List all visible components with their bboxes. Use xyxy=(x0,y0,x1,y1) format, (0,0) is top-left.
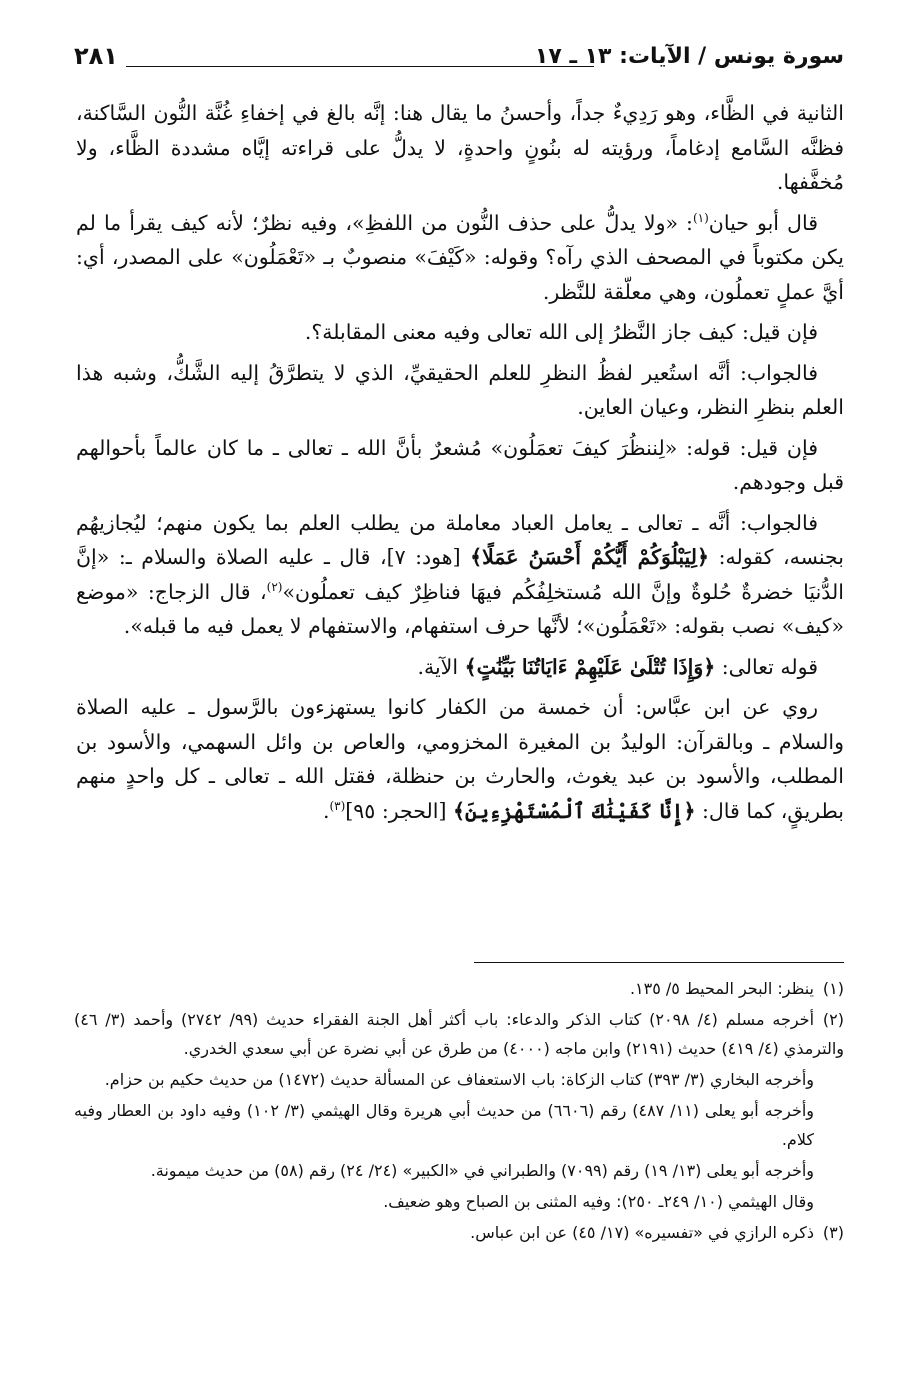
paragraph-text: الآية. xyxy=(417,654,465,679)
paragraph-text: فالجواب: أنَّه ـ تعالى ـ يعامل العباد معاملة من يطلب العلم بما يكون منهم؛ ليُجازيهُم بجنسه، كقوله: xyxy=(76,510,845,569)
paragraph xyxy=(76,650,844,685)
paragraph-text: قوله تعالى: xyxy=(715,654,818,679)
footnote-3 xyxy=(74,1218,844,1247)
footnote-text: أخرجه مسلم (٤/ ٢٠٩٨) كتاب الذكر والدعاء: باب أكثر أهل الجنة الفقراء حديث (٩٩/ ٢٧٤٢) وأحمد (٣/ ٤٦) والترمذي (٤/ ٤١٩) حديث (٢١٩١) وابن ماجه (٤٠٠٠) من طرق عن أبي نضرة عن أبي سعدي الخدري. xyxy=(74,1010,844,1058)
paragraph-text: : «ولا يدلُّ على حذف النُّون من اللفظِ»، وفيه نظرٌ؛ لأنه كيف يقرأ ما لم يكن مكتوباً في المصحف الذي رآه؟ وقوله: «كَيْفَ» منصوبٌ بـ «تَعْمَلُون» على المصدر، أي: أيَّ عملٍ تعملُون، وهي معلّقة للنَّظر. xyxy=(76,210,844,304)
paragraph-text: روي عن ابن عبَّاس: أن خمسة من الكفار كانوا يستهزءون بالرَّسول ـ عليه الصلاة والسلام ـ وبالقرآن: الوليدُ بن المغيرة المخزومي، والعاص بن وائل السهمي، والأسود بن المطلب، والأسود بن عبد يغوث، والحارث بن حنظلة، فقتل الله ـ تعالى ـ كل واحدٍ منهم بطريقٍ، كما قال: xyxy=(76,695,844,823)
footnote-ref[interactable]: (٣) xyxy=(329,798,346,813)
paragraph-text: فإن قيل: قوله: «لِننظُرَ كيفَ تعمَلُون» مُشعرٌ بأنَّ الله ـ تعالى ـ ما كان عالماً بأحوالهم قبل وجودهم. xyxy=(76,435,844,494)
footnote-1 xyxy=(74,974,844,1003)
footnote-2-continuation: وقال الهيثمي (١٠/ ٢٤٩ـ ٢٥٠): وفيه المثنى بن الصباح وهو ضعيف. xyxy=(383,1192,814,1211)
paragraph-text: الثانية في الظَّاء، وهو رَدِيءٌ جداً، وأحسنُ ما يقال هنا: إنَّه بالغ في إخفاءِ غُنَّة النُّون السَّاكنة، فظنَّه السَّامع إدغاماً، ورؤيته له بنُونٍ واحدةٍ، لا يدلُّ على قراءته إيَّاه مشددة الظَّاء، ولا مُخفَّفها. xyxy=(76,101,844,194)
header-rule xyxy=(126,66,594,67)
page-header xyxy=(74,38,844,78)
footnote-2-continuation: وأخرجه أبو يعلى (١٣/ ١٩) رقم (٧٠٩٩) والطبراني في «الكبير» (٢٤/ ٢٤) رقم (٥٨) من حديث ميمونة. xyxy=(150,1161,814,1180)
paragraph-text: ، قال الزجاج: «موضع «كيف» نصب بقوله: «تَعْمَلُون»؛ لأنَّها حرف استفهام، والاستفهام لا يعمل فيه ما قبله». xyxy=(76,579,844,638)
footnote-2-continuation: وأخرجه أبو يعلى (١١/ ٤٨٧) رقم (٦٦٠٦) من حديث أبي هريرة وقال الهيثمي (٣/ ١٠٢) وفيه داود بن العطار وفيه كلام. xyxy=(74,1101,815,1149)
paragraph xyxy=(76,206,844,310)
footnote-ref[interactable]: (١) xyxy=(692,210,709,225)
paragraph xyxy=(76,506,844,644)
paragraph xyxy=(76,315,844,350)
footnote-text: ذكره الرازي في «تفسيره» (١٧/ ٤٥) عن ابن عباس. xyxy=(470,1223,814,1242)
footnote-number: (٣) xyxy=(822,1223,844,1242)
paragraph xyxy=(76,356,844,425)
paragraph-text: [الحجر: ٩٥] xyxy=(345,798,453,823)
paragraph-text: . xyxy=(322,798,330,823)
quran-verse: ﴿لِيَبْلُوَكُمْ أَيُّكُمْ أَحْسَنُ عَمَلًا﴾ xyxy=(470,545,710,569)
footnote-2-continuation: وأخرجه البخاري (٣/ ٣٩٣) كتاب الزكاة: باب الاستعفاف عن المسألة حديث (١٤٧٢) من حديث حكيم بن حزام. xyxy=(104,1070,814,1089)
main-text xyxy=(76,96,844,834)
footnote-number: (٢) xyxy=(822,1010,845,1029)
paragraph xyxy=(76,96,844,200)
page-number: ٢٨١ xyxy=(74,42,118,70)
paragraph xyxy=(76,690,844,828)
paragraph xyxy=(76,431,844,500)
paragraph-text: فالجواب: أنَّه استُعير لفظُ النظرِ للعلم الحقيقيِّ، الذي لا يتطرَّقُ إليه الشَّكُّ، وشبه هذا العلم بنظرِ النظر، وعيان العاين. xyxy=(76,360,844,419)
footnote-number: (١) xyxy=(822,979,844,998)
footnotes xyxy=(74,974,844,1249)
paragraph-text: فإن قيل: كيف جاز النَّظرُ إلى الله تعالى وفيه معنى المقابلة؟. xyxy=(304,320,818,344)
footnote-separator xyxy=(474,962,844,963)
footnote-2 xyxy=(74,1005,844,1063)
running-title: سورة يونس / الآيات: ١٣ ـ ١٧ xyxy=(534,44,844,69)
quran-verse: ﴿إِنَّا كَفَيْنَٰكَ ٱلْمُسْتَهْزِءِينَ﴾ xyxy=(452,798,696,823)
footnote-ref[interactable]: (٢) xyxy=(266,579,283,594)
footnote-text: ينظر: البحر المحيط ٥/ ١٣٥. xyxy=(629,979,814,998)
quran-verse: ﴿وَإِذَا تُتْلَىٰ عَلَيْهِمْ ءَايَاتُنَا بَيِّنَٰتٍ﴾ xyxy=(464,654,716,679)
paragraph-text: قال أبو حيان xyxy=(708,210,818,235)
paragraph-text: [هود: ٧]، قال ـ عليه الصلاة والسلام ـ: «إنَّ الدُّنيَا خضرةٌ حُلوةٌ وإنَّ الله مُستخلِفُكُم فيهَا فناظِرٌ كيف تعملُون» xyxy=(76,545,844,604)
